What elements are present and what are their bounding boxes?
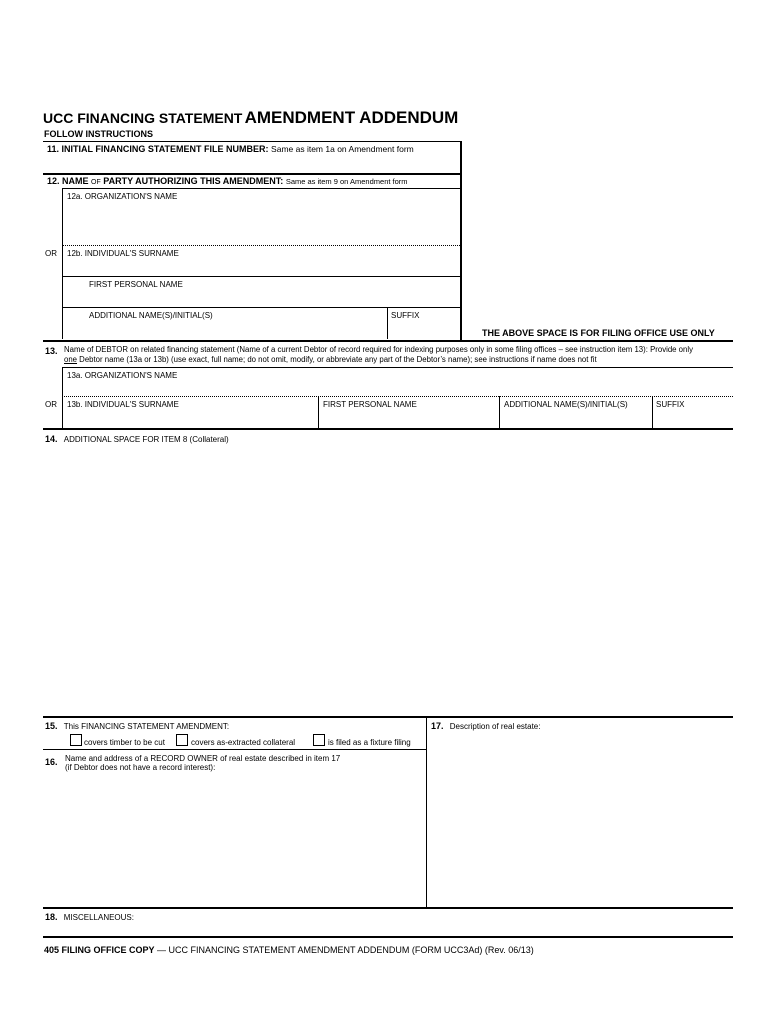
follow-instructions: FOLLOW INSTRUCTIONS — [44, 129, 153, 139]
item12-label: 12. NAME OF PARTY AUTHORIZING THIS AMENDMENT: Same as item 9 on Amendment form — [47, 176, 408, 186]
item16-label-line1: Name and address of a RECORD OWNER of real estate described in item 17 — [65, 754, 341, 763]
item13a-org-label: 13a. ORGANIZATION'S NAME — [67, 371, 178, 380]
item11-top-rule — [43, 141, 462, 142]
item12b-surname-input[interactable] — [63, 259, 459, 275]
item12a-org-label: 12a. ORGANIZATION'S NAME — [67, 192, 178, 201]
item13-first-name-label: FIRST PERSONAL NAME — [323, 400, 417, 409]
item14-top-rule — [43, 428, 733, 430]
item15-top-rule — [43, 716, 733, 718]
item13-first-name-input[interactable] — [320, 411, 497, 427]
item18-top-rule — [43, 907, 733, 909]
form-title — [43, 108, 458, 131]
item15-label: 15. This FINANCING STATEMENT AMENDMENT: — [45, 721, 230, 731]
item12b-surname-label: 12b. INDIVIDUAL'S SURNAME — [67, 249, 179, 258]
footer-top-rule — [43, 936, 733, 938]
footer-text: 405 FILING OFFICE COPY — UCC FINANCING STATEMENT AMENDMENT ADDENDUM (FORM UCC3Ad) (Rev. 06/13) — [44, 945, 534, 955]
item12-additional-name-input[interactable] — [63, 322, 385, 338]
item13-top-rule — [43, 340, 733, 342]
item13-instructions-line1: Name of DEBTOR on related financing statement (Name of a current Debtor of record required for indexing purposes only in some filing offices – see instruction item 13): Provide only — [64, 345, 693, 354]
item18-label: 18. MISCELLANEOUS: — [45, 912, 134, 922]
item12-additional-rule — [62, 307, 460, 308]
item13-additional-name-label: ADDITIONAL NAME(S)/INITIAL(S) — [504, 400, 628, 409]
item13-additional-name-input[interactable] — [501, 411, 650, 427]
item11-bottom-rule — [43, 173, 462, 175]
as-extracted-option-label: covers as-extracted collateral — [191, 738, 296, 747]
item13-suffix-input[interactable] — [654, 411, 732, 427]
filing-office-note: THE ABOVE SPACE IS FOR FILING OFFICE USE ONLY — [482, 328, 715, 338]
item13a-org-name-input[interactable] — [63, 381, 731, 395]
item13-suffix-divider — [652, 396, 653, 428]
fixture-filing-option-label: is filed as a fixture filing — [328, 738, 411, 747]
item13b-surname-label: 13b. INDIVIDUAL'S SURNAME — [67, 400, 179, 409]
item11-file-number-input[interactable] — [47, 156, 457, 172]
item16-record-owner-input[interactable] — [45, 776, 427, 908]
item12a-org-name-input[interactable] — [63, 202, 459, 244]
item17-label: 17. Description of real estate: — [431, 721, 541, 731]
title-part1: UCC FINANCING STATEMENT — [43, 110, 243, 126]
item16-label-line2: (if Debtor does not have a record interest): — [65, 763, 216, 772]
item13-suffix-label: SUFFIX — [656, 400, 685, 409]
item17-real-estate-input[interactable] — [430, 734, 734, 908]
item13-org-dotted-rule — [62, 396, 733, 397]
item13-first-name-divider — [318, 396, 319, 428]
fixture-filing-checkbox[interactable] — [313, 734, 325, 746]
item12-suffix-label: SUFFIX — [391, 311, 420, 320]
item13-instructions-line2: one Debtor name (13a or 13b) (use exact, full name; do not omit, modify, or abbreviate any part of the Debtor’s name); see instructions if name does not fit — [64, 355, 597, 364]
item11-label: 11. INITIAL FINANCING STATEMENT FILE NUMBER: Same as item 1a on Amendment form — [47, 144, 414, 154]
filing-box-right-border — [460, 141, 462, 340]
item12-suffix-input[interactable] — [389, 322, 458, 338]
item13-org-top-rule — [62, 367, 733, 368]
timber-option-label: covers timber to be cut — [84, 738, 165, 747]
item12-or-label: OR — [45, 249, 57, 258]
item12-first-name-input[interactable] — [63, 290, 459, 306]
item13-or-label: OR — [45, 400, 57, 409]
as-extracted-checkbox[interactable] — [176, 734, 188, 746]
item13-number: 13. — [45, 346, 58, 356]
item12-org-dotted-rule — [62, 245, 460, 246]
item12-first-name-label: FIRST PERSONAL NAME — [89, 280, 183, 289]
item12-org-top-rule — [62, 188, 460, 189]
item12-suffix-divider — [387, 307, 388, 339]
item12-additional-name-label: ADDITIONAL NAME(S)/INITIAL(S) — [89, 311, 213, 320]
item16-top-rule — [43, 749, 426, 750]
item12-first-name-rule — [62, 276, 460, 277]
title-part2: AMENDMENT ADDENDUM — [244, 108, 459, 127]
timber-checkbox[interactable] — [70, 734, 82, 746]
item16-number: 16. — [45, 757, 58, 767]
item13b-surname-input[interactable] — [63, 411, 316, 427]
item14-label: 14. ADDITIONAL SPACE FOR ITEM 8 (Collateral) — [45, 434, 229, 444]
item14-collateral-input[interactable] — [45, 446, 733, 716]
item13-additional-divider — [499, 396, 500, 428]
